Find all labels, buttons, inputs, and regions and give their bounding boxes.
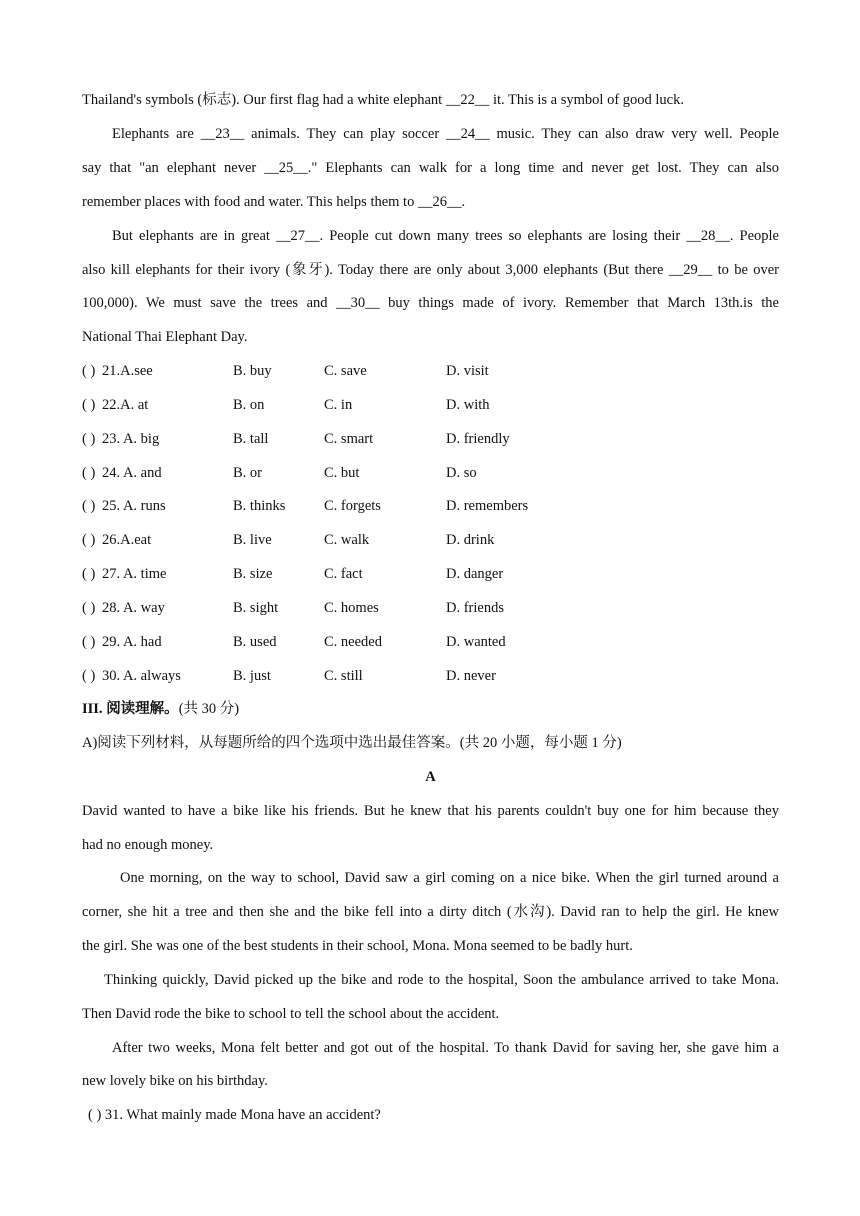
option-c: C. walk: [324, 532, 370, 548]
passage-line: the girl. She was one of the best students in their school, Mona. Mona seemed to be badly hurt.: [82, 938, 633, 954]
option-d: D. friendly: [446, 431, 510, 447]
question-row: [82, 667, 779, 685]
option-b: B. tall: [233, 431, 269, 447]
passage-line: remember places with food and water. This helps them to __26__.: [82, 194, 466, 210]
passage-line: had no enough money.: [82, 837, 214, 853]
option-c: C. still: [324, 668, 363, 684]
answer-blank[interactable]: ( ): [82, 465, 96, 481]
option-a: 29. A. had: [102, 634, 162, 650]
option-d: D. never: [446, 668, 496, 684]
option-d: D. friends: [446, 600, 504, 616]
question-row: [82, 430, 779, 448]
option-c: C. fact: [324, 566, 363, 582]
section-number: III.: [82, 701, 103, 717]
question-row: [82, 464, 779, 482]
question-row: [82, 362, 779, 380]
answer-blank[interactable]: ( ): [82, 431, 96, 447]
option-d: D. remembers: [446, 498, 529, 514]
option-b: B. thinks: [233, 498, 286, 514]
question-row: [82, 565, 779, 583]
option-b: B. size: [233, 566, 273, 582]
passage-line: David wanted to have a bike like his friends. But he knew that his parents couldn't buy one for him because they: [82, 803, 779, 819]
passage-line: Thailand's symbols (标志). Our first flag had a white elephant __22__ it. This is a symbol of good luck.: [82, 92, 684, 108]
passage-line: One morning, on the way to school, David saw a girl coming on a nice bike. When the girl turned around a: [120, 870, 779, 886]
passage-line: new lovely bike on his birthday.: [82, 1073, 268, 1089]
option-b: B. just: [233, 668, 271, 684]
question-row: [82, 531, 779, 549]
answer-blank[interactable]: ( ): [82, 363, 96, 379]
option-a: 27. A. time: [102, 566, 167, 582]
passage-line: Elephants are __23__ animals. They can play soccer __24__ music. They can also draw very well. People: [112, 126, 779, 142]
passage-line: 100,000). We must save the trees and __30__ buy things made of ivory. Remember that March 13th.is the: [82, 295, 779, 311]
answer-blank[interactable]: ( ): [82, 532, 96, 548]
option-a: 28. A. way: [102, 600, 165, 616]
option-d: D. with: [446, 397, 490, 413]
passage-line: also kill elephants for their ivory (象牙). Today there are only about 3,000 elephants (But there __29__ to be over: [82, 262, 779, 278]
question-row: [82, 396, 779, 414]
option-a: 24. A. and: [102, 465, 162, 481]
passage-line: National Thai Elephant Day.: [82, 329, 248, 345]
option-b: B. live: [233, 532, 272, 548]
option-c: C. homes: [324, 600, 379, 616]
passage-line: corner, she hit a tree and then she and the bike fell into a dirty ditch (水沟). David ran to help the girl. He knew: [82, 904, 779, 920]
option-a: 22.A. at: [102, 397, 149, 413]
option-c: C. but: [324, 465, 360, 481]
answer-blank[interactable]: ( ): [82, 397, 96, 413]
option-d: D. danger: [446, 566, 504, 582]
question-row: [82, 633, 779, 651]
passage-title: A: [425, 769, 436, 785]
option-c: C. smart: [324, 431, 374, 447]
passage-line: Thinking quickly, David picked up the bike and rode to the hospital, Soon the ambulance arrived to take Mona.: [104, 972, 779, 988]
section-instruction: A)阅读下列材料，从每题所给的四个选项中选出最佳答案。(共 20 小题，每小题 1 分): [82, 735, 622, 751]
passage-line: After two weeks, Mona felt better and got out of the hospital. To thank David for saving her, she gave him a: [112, 1040, 779, 1056]
passage-line: But elephants are in great __27__. People cut down many trees so elephants are losing their __28__. People: [112, 228, 779, 244]
section-score: (共 30 分): [178, 701, 240, 717]
answer-blank[interactable]: ( ): [82, 600, 96, 616]
option-a: 23. A. big: [102, 431, 160, 447]
passage-line: Then David rode the bike to school to tell the school about the accident.: [82, 1006, 500, 1022]
option-d: D. visit: [446, 363, 489, 379]
answer-blank[interactable]: ( ): [82, 668, 96, 684]
option-b: B. or: [233, 465, 262, 481]
option-b: B. buy: [233, 363, 272, 379]
question-row: [82, 599, 779, 617]
section-title: 阅读理解。: [106, 701, 179, 717]
option-a: 21.A.see: [102, 363, 153, 379]
answer-blank[interactable]: ( ): [82, 634, 96, 650]
option-a: 26.A.eat: [102, 532, 152, 548]
option-d: D. wanted: [446, 634, 506, 650]
option-c: C. forgets: [324, 498, 381, 514]
question-31: ( ) 31. What mainly made Mona have an accident?: [88, 1107, 381, 1123]
section-heading: [82, 700, 779, 718]
option-c: C. save: [324, 363, 367, 379]
option-a: 25. A. runs: [102, 498, 166, 514]
passage-line: say that "an elephant never __25__." Elephants can walk for a long time and never get lost. They can also: [82, 160, 779, 176]
answer-blank[interactable]: ( ): [82, 498, 96, 514]
answer-blank[interactable]: ( ): [82, 566, 96, 582]
option-d: D. drink: [446, 532, 495, 548]
option-c: C. needed: [324, 634, 382, 650]
question-row: [82, 497, 779, 515]
option-b: B. on: [233, 397, 265, 413]
option-a: 30. A. always: [102, 668, 181, 684]
option-c: C. in: [324, 397, 353, 413]
option-d: D. so: [446, 465, 477, 481]
option-b: B. used: [233, 634, 277, 650]
option-b: B. sight: [233, 600, 279, 616]
